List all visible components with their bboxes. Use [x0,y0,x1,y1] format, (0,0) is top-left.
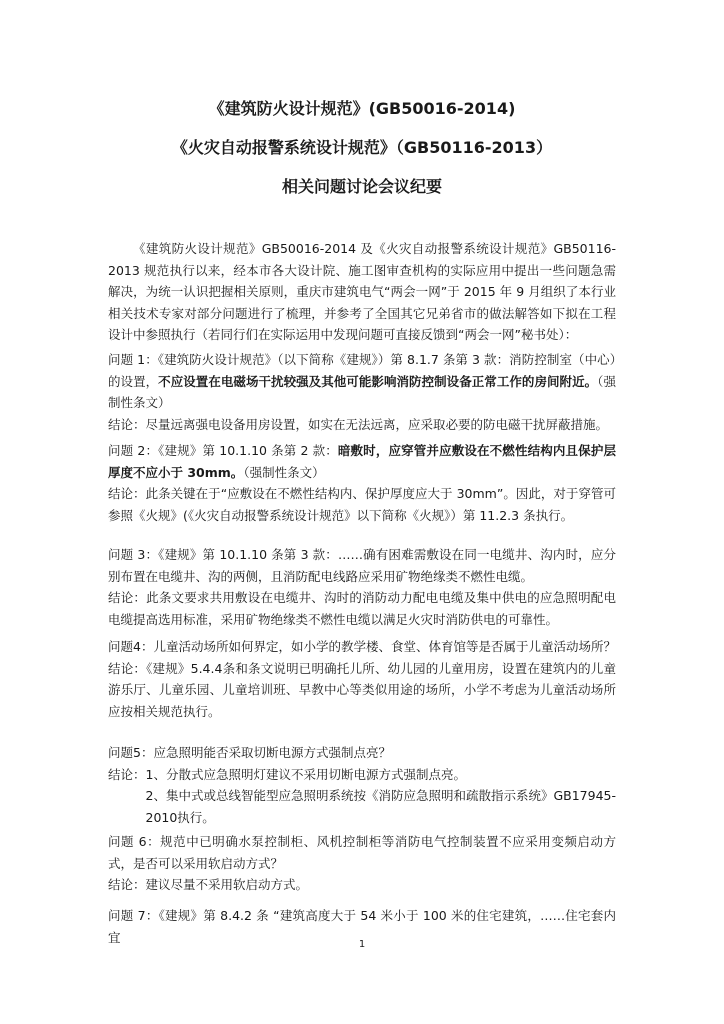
page-number: 1 [358,939,366,950]
question-1-conclusion: 结论：尽量远离强电设备用房设置，如实在无法远离，应采取必要的防电磁干扰屏蔽措施。 [108,416,609,432]
question-2-text [108,440,616,483]
intro-paragraph: 《建筑防火设计规范》GB50016-2014 及《火灾自动报警系统设计规范》GB50116-2013 规范执行以来，经本市各大设计院、施工图审查机构的实际应用中提出一些问题急需解决，为统一认识把握相关原则，重庆市建筑电气“两会一网”于 2015 年 9 月组织了本行业相关技术专家对部分问题进行了梳理，并参考了全国其它兄弟省市的做法解答如下拟在工程设计中参照执行（若同行们在实际运用中发现问题可直接反馈到“两会一网”秘书处）： [108,241,616,342]
question-6-block [108,831,616,896]
question-1-text [108,349,616,414]
question-2-tail: （强制性条文） [243,464,325,480]
question-5-block [108,742,616,828]
question-2-lead: 问题 2：《建规》第 10.1.10 条第 2 款： [108,443,338,458]
question-4-conclusion: 结论：《建规》5.4.4条和条文说明已明确托儿所、幼儿园的儿童用房，设置在建筑内的儿童游乐厅、儿童乐园、儿童培训班、早教中心等类似用途的场所，小学不考虑为儿童活动场所应按相关规范执行。 [108,660,616,719]
question-5-conclusion-2: 2、集中式或总线智能型应急照明系统按《消防应急照明和疏散指示系统》GB17945-2010执行。 [145,788,616,825]
question-6-conclusion: 结论：建议尽量不采用软启动方式。 [108,877,309,892]
question-1-tail: （强制性条文） [108,373,616,410]
question-2-block [108,440,616,526]
question-3-block [108,544,616,630]
question-2-bold-clause: 暗敷时，应穿管并应敷设在不燃性结构内且保护层厚度不应小于 30mm。 [108,443,616,480]
question-3-conclusion: 结论：此条文要求共用敷设在电缆井、沟时的消防动力配电电缆及集中供电的应急照明配电电缆提高选用标准，采用矿物绝缘类不燃性电缆以满足火灾时消防供电的可靠性。 [108,590,616,627]
document-title-line2: 《火灾自动报警系统设计规范》（GB50116-2013） [171,138,553,157]
document-title-line1: 《建筑防火设计规范》(GB50016-2014) [208,99,516,118]
question-4-text: 问题4：儿童活动场所如何界定，如小学的教学楼、食堂、体育馆等是否属于儿童活动场所？ [108,639,616,654]
question-6-text: 问题 6：规范中已明确水泵控制柜、风机控制柜等消防电气控制装置不应采用变频启动方式，是否可以采用软启动方式？ [108,834,616,871]
question-5-conclusion-1: 结论：1、分散式应急照明灯建议不采用切断电源方式强制点亮。 [108,766,466,782]
question-5-text: 问题5：应急照明能否采取切断电源方式强制点亮？ [108,745,391,760]
question-1-block [108,349,616,435]
question-1-lead: 问题 1：《建筑防火设计规范》（以下简称《建规》）第 8.1.7 条第 3 款：消防控制室（中心）的设置， [108,352,616,389]
question-4-block [108,636,616,722]
question-7-text: 问题 7：《建规》第 8.4.2 条 “建筑高度大于 54 米小于 100 米的住宅建筑，……住宅套内宜 [108,908,616,945]
question-2-conclusion: 结论：此条关键在于“应敷设在不燃性结构内、保护厚度应大于 30mm”。因此，对于穿管可参照《火规》(《火灾自动报警系统设计规范》以下简称《火规》）第 11.2.3 条执行。 [108,486,616,523]
question-3-text: 问题 3：《建规》第 10.1.10 条第 3 款：……确有困难需敷设在同一电缆井、沟内时，应分别布置在电缆井、沟的两侧，且消防配电线路应采用矿物绝缘类不燃性电缆。 [108,547,616,584]
question-1-bold-clause: 不应设置在电磁场干扰较强及其他可能影响消防控制设备正常工作的房间附近。 [158,373,598,389]
document-title-line3: 相关问题讨论会议纪要 [281,177,442,196]
